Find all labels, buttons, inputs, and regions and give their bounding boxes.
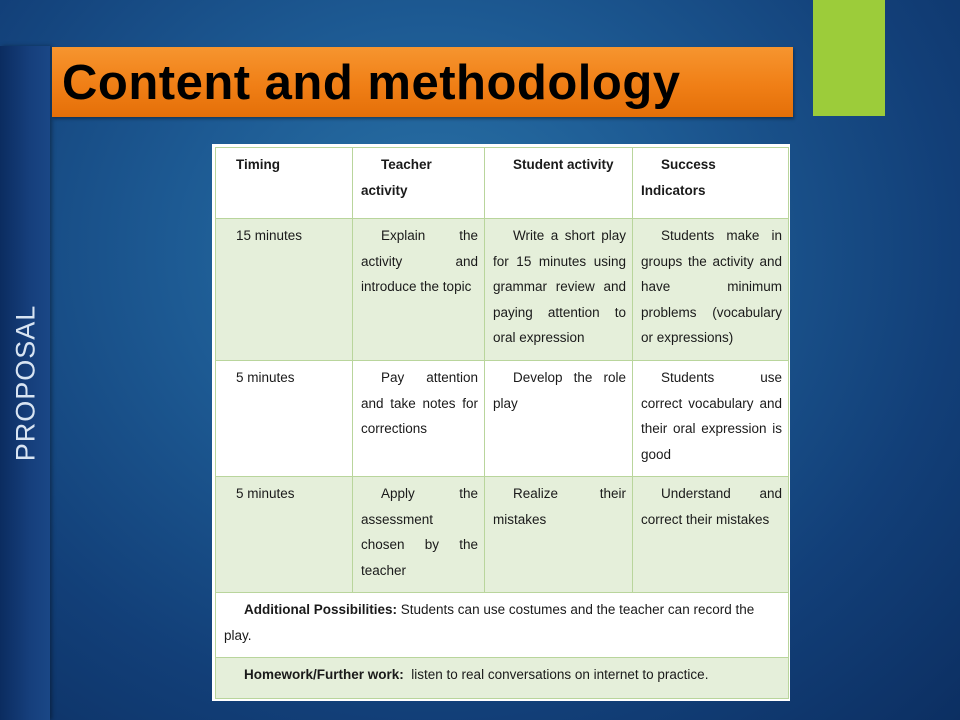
additional-possibilities-row bbox=[216, 593, 789, 658]
green-accent-block bbox=[813, 0, 885, 116]
table-cell: Apply the assessment chosen by the teacher bbox=[353, 477, 485, 593]
methodology-document bbox=[212, 144, 790, 701]
table-cell: Students use correct vocabulary and their oral expression is good bbox=[633, 361, 789, 477]
title-bar bbox=[52, 47, 793, 117]
homework-text: listen to real conversations on internet to practice. bbox=[403, 667, 709, 682]
additional-label: Additional Possibilities: bbox=[244, 602, 398, 617]
slide-title: Content and methodology bbox=[62, 56, 681, 110]
additional-text: Students can use costumes and the teacher can record the play. bbox=[224, 602, 755, 643]
table-cell: Develop the role play bbox=[485, 361, 633, 477]
table-row bbox=[216, 361, 789, 477]
table-cell: Write a short play for 15 minutes using grammar review and paying attention to oral expression bbox=[485, 219, 633, 361]
table-cell: Understand and correct their mistakes bbox=[633, 477, 789, 593]
additional-possibilities-cell bbox=[216, 593, 789, 658]
table-cell: Students make in groups the activity and have minimum problems (vocabulary or expressions) bbox=[633, 219, 789, 361]
table-cell: 5 minutes bbox=[216, 361, 353, 477]
table-cell: 5 minutes bbox=[216, 477, 353, 593]
homework-cell bbox=[216, 658, 789, 699]
table-cell: 15 minutes bbox=[216, 219, 353, 361]
table-row bbox=[216, 219, 789, 361]
methodology-table bbox=[215, 147, 789, 699]
table-cell: Pay attention and take notes for corrections bbox=[353, 361, 485, 477]
header-cell: Timing bbox=[216, 148, 353, 219]
homework-label: Homework/Further work: bbox=[244, 667, 404, 682]
table-header-row bbox=[216, 148, 789, 219]
header-cell: Success Indicators bbox=[633, 148, 789, 219]
table-cell: Explain the activity and introduce the topic bbox=[353, 219, 485, 361]
header-cell: Student activity bbox=[485, 148, 633, 219]
homework-row bbox=[216, 658, 789, 699]
header-cell: Teacher activity bbox=[353, 148, 485, 219]
table-cell: Realize their mistakes bbox=[485, 477, 633, 593]
side-label: PROPOSAL bbox=[10, 304, 41, 462]
table-row bbox=[216, 477, 789, 593]
